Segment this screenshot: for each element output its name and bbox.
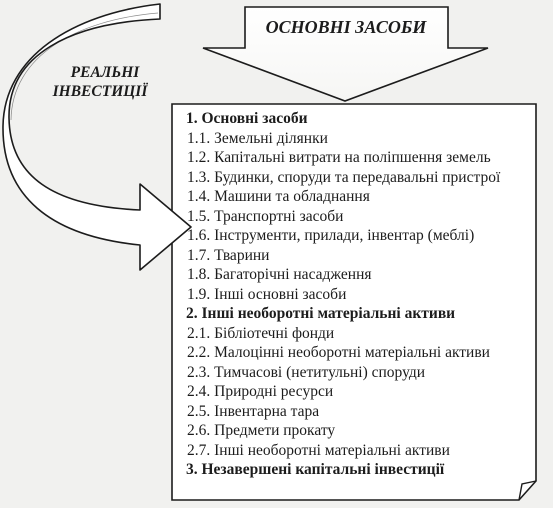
list-item: 1.2. Капітальні витрати на поліпшення земель <box>187 149 491 166</box>
curved-arrow <box>3 4 191 270</box>
section-heading: 1. Основні засоби <box>186 110 308 127</box>
arrow-label-line1: РЕАЛЬНІ <box>70 64 140 81</box>
list-item: 1.4. Машини та обладнання <box>187 188 370 205</box>
list-item: 1.5. Транспортні засоби <box>187 207 344 225</box>
list-item: 1.9. Інші основні засоби <box>187 285 347 303</box>
section-heading: 3. Незавершені капітальні інвестиції <box>186 461 445 478</box>
list-item: 2.6. Предмети прокату <box>187 422 336 439</box>
arrow-label-line2: ІНВЕСТИЦІЇ <box>52 83 148 100</box>
section-heading: 2. Інші необоротні матеріальні активи <box>186 305 456 322</box>
list-item: 2.4. Природні ресурси <box>187 383 334 400</box>
list-item: 2.2. Малоцінні необоротні матеріальні активи <box>187 344 490 361</box>
list-item: 1.3. Будинки, споруди та передавальні пристрої <box>187 168 501 186</box>
top-label: ОСНОВНІ ЗАСОБИ <box>265 17 427 37</box>
list-item: 2.7. Інші необоротні матеріальні активи <box>187 441 450 459</box>
list-item: 2.1. Бібліотечні фонди <box>187 324 335 342</box>
list-item: 1.7. Тварини <box>187 246 270 264</box>
list-item: 1.8. Багаторічні насадження <box>187 266 372 283</box>
list-item: 2.5. Інвентарна тара <box>187 402 320 420</box>
list-item: 1.6. Інструменти, прилади, інвентар (меблі) <box>187 227 475 244</box>
list-item: 2.3. Тимчасові (нетитульні) споруди <box>187 363 426 381</box>
list-item: 1.1. Земельні ділянки <box>187 129 328 147</box>
